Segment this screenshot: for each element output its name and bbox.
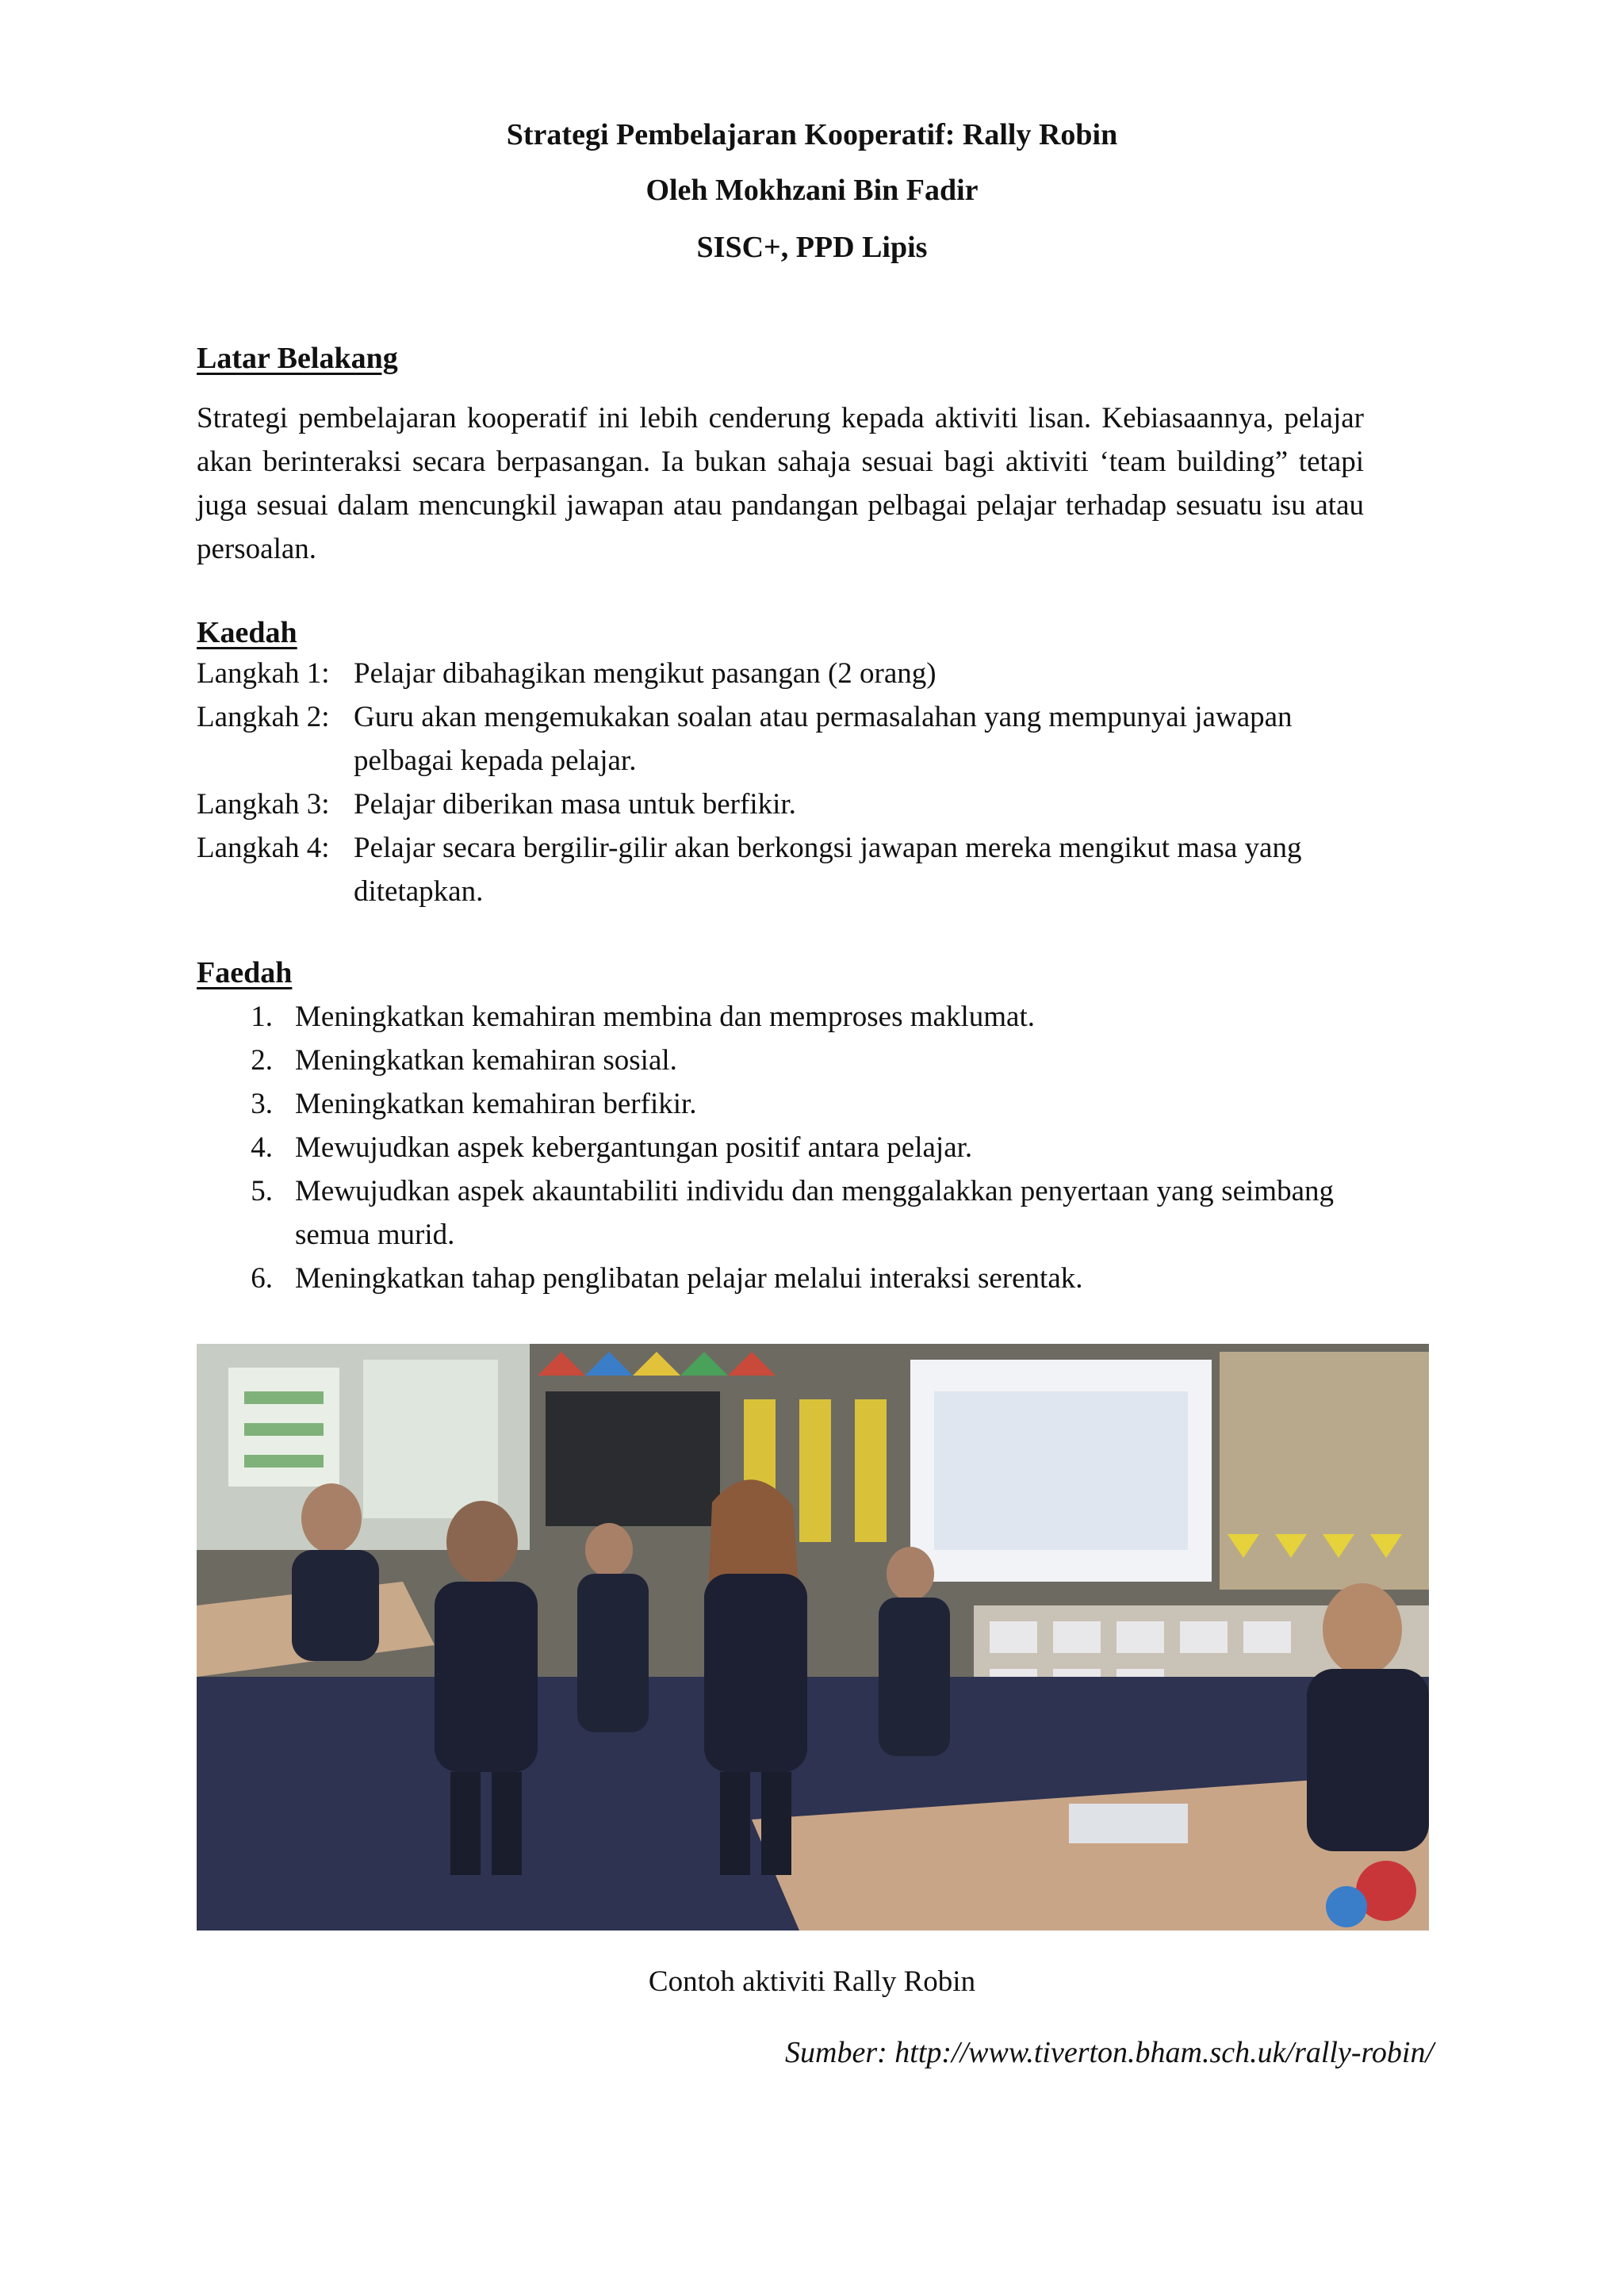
benefit-number: 1. [251, 1001, 273, 1033]
figure-caption: Contoh aktiviti Rally Robin [648, 1965, 976, 1998]
benefit-text: Meningkatkan tahap penglibatan pelajar melalui interaksi serentak. [295, 1262, 1083, 1295]
document-organization: SISC+, PPD Lipis [696, 231, 928, 264]
section-heading-faedah: Faedah [197, 956, 293, 989]
latar-belakang-paragraph: Strategi pembelajaran kooperatif ini lebih cenderung kepada aktiviti lisan. Kebiasaannya, pelajar akan berinteraksi secara berpasangan. Ia bukan sahaja sesuai bagi aktiviti ‘team building” tetapi juga sesuai dalam mencungkil jawapan atau pandangan pelbagai pelajar terhadap sesuatu isu atau persoalan. [197, 402, 1364, 565]
document-author: Oleh Mokhzani Bin Fadir [645, 174, 979, 207]
step-label: Langkah 2: [197, 701, 330, 733]
benefit-text: Meningkatkan kemahiran sosial. [295, 1044, 677, 1077]
benefit-number: 4. [251, 1131, 273, 1164]
classroom-photo [197, 1344, 1429, 1931]
benefit-number: 5. [251, 1175, 273, 1207]
step-label: Langkah 1: [197, 657, 330, 690]
figure-source: Sumber: http://www.tiverton.bham.sch.uk/rally-robin/ [785, 2036, 1434, 2069]
step-text: Pelajar diberikan masa untuk berfikir. [354, 788, 796, 821]
benefit-text: Meningkatkan kemahiran membina dan memproses maklumat. [295, 1001, 1035, 1033]
benefit-number: 6. [251, 1262, 273, 1295]
step-text: Pelajar dibahagikan mengikut pasangan (2 orang) [354, 657, 936, 690]
step-text: Guru akan mengemukakan soalan atau permasalahan yang mempunyai jawapan pelbagai kepada pelajar. [354, 701, 1293, 777]
benefit-text: Meningkatkan kemahiran berfikir. [295, 1088, 697, 1120]
step-label: Langkah 3: [197, 788, 330, 821]
step-text: Pelajar secara bergilir-gilir akan berkongsi jawapan mereka mengikut masa yang ditetapkan. [354, 832, 1302, 908]
section-heading-latar-belakang: Latar Belakang [197, 342, 398, 375]
benefit-number: 3. [251, 1088, 273, 1120]
benefit-text: Mewujudkan aspek akauntabiliti individu dan menggalakkan penyertaan yang seimbang semua murid. [295, 1175, 1334, 1251]
section-heading-kaedah: Kaedah [197, 616, 297, 649]
benefit-text: Mewujudkan aspek kebergantungan positif antara pelajar. [295, 1131, 973, 1164]
step-label: Langkah 4: [197, 832, 330, 864]
benefit-number: 2. [251, 1044, 273, 1077]
document-title: Strategi Pembelajaran Kooperatif: Rally Robin [506, 118, 1118, 151]
